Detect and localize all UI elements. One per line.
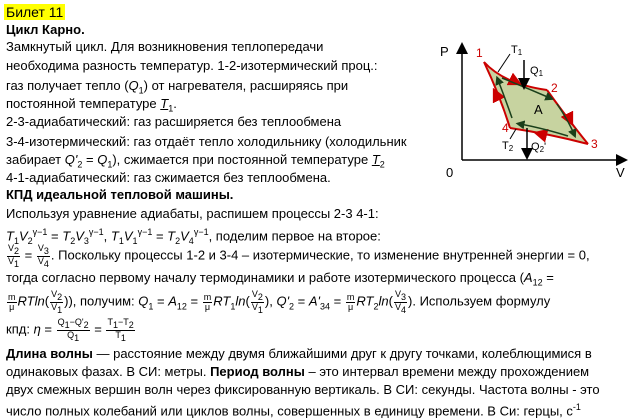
text-line: 4-1-адиабатический: газ сжимается без теплообмена. [6,170,331,185]
formula-line: кпд: η = $\frac{Q_1-Q'_2}{Q_1}$ = $\frac{T_1-T_2}{T_1}$ [6,317,134,343]
formula-line: $\frac{V_2}{V_1}$ = $\frac{V_3}{V_4}$ . Поскольку процессы 1-2 и 3-4 – изотермические, то изменение внутренней энергии = 0, [8,243,590,269]
q1-label: Q1 [530,65,544,78]
text-line: необходима разность температур. 1-2-изотермический проц.: [6,58,378,73]
text-line: 3-4-изотермический: газ отдаёт тепло холодильнику (холодильник [6,134,407,149]
text-line: забирает $Q'_2 = Q_1$), сжимается при постоянной температуре $T_2$ [6,152,385,170]
text-line: 2-3-адиабатический: газ расширяется без теплообмена [6,114,342,129]
t1-label: T1 [511,44,523,57]
point-2-label: 2 [551,81,558,95]
q2-label: Q2' [531,141,547,154]
work-label: A [534,102,543,117]
t2-pointer [510,129,516,139]
section-title: Цикл Карно. [6,22,85,37]
text-line: газ получает тепло $(Q_1)$ от нагревателя, расширяясь при [6,78,349,96]
text-line: Длина волны — расстояние между двумя ближайшими друг к другу точками, колеблющимися в [6,346,592,361]
text-line: Используя уравнение адиабаты, распишем процессы 2-3 4-1: [6,206,379,221]
point-4-label: 4 [502,121,509,135]
formula-line: $T_1V_2^{\gamma-1} = T_2V_3^{\gamma-1}$, $T_1V_1^{\gamma-1} = T_2V_4^{\gamma-1}$, поделим первое на второе: [6,227,381,246]
section-title: КПД идеальной тепловой машины. [6,187,234,202]
p-axis-label: P [440,44,449,59]
ticket-label: Билет 11 [6,4,64,20]
text-line: одинаковых фазах. В СИ: метры. Период волны – это интервал времени между прохождением [6,364,590,379]
t2-label: T2 [502,140,514,153]
formula-line: $\frac{m}{\mu}$ RTln( $\frac{V_2}{V_1}$ )), получим: $Q_1 = A_{12}$ = $\frac{m}{\mu}$ $RT_1\ln$( $\frac{V_2}{V_1}$ ), $Q'_2 = A'_{34}$ = $\frac{m}{\mu}$ $RT_2\ln$( $\frac{V_3}{V_4}$ ). Используем формулу [8,289,551,315]
text-line: двух смежных вершин волн через фиксированную вертикаль. В СИ: секунды. Частота волны - это [6,382,600,397]
point-3-label: 3 [591,137,598,151]
text-line: постоянной температуре $T_1$. [6,96,177,114]
origin-label: 0 [446,165,454,180]
text-line: тогда согласно первому началу термодинамики и работе изотермического процесса ($A_{12}$ = [6,270,554,288]
point-1-label: 1 [476,46,483,60]
t1-pointer [498,54,510,72]
direction-arrow [540,134,544,135]
text-line: Замкнутый цикл. Для возникновения теплопередачи [6,39,324,54]
text-line: число полных колебаний или циклов волны, совершенных в единицу времени. В Си: герцы, $c^{-1}$ [6,402,581,419]
carnot-diagram [432,40,628,185]
v-axis-label: V [616,165,625,180]
